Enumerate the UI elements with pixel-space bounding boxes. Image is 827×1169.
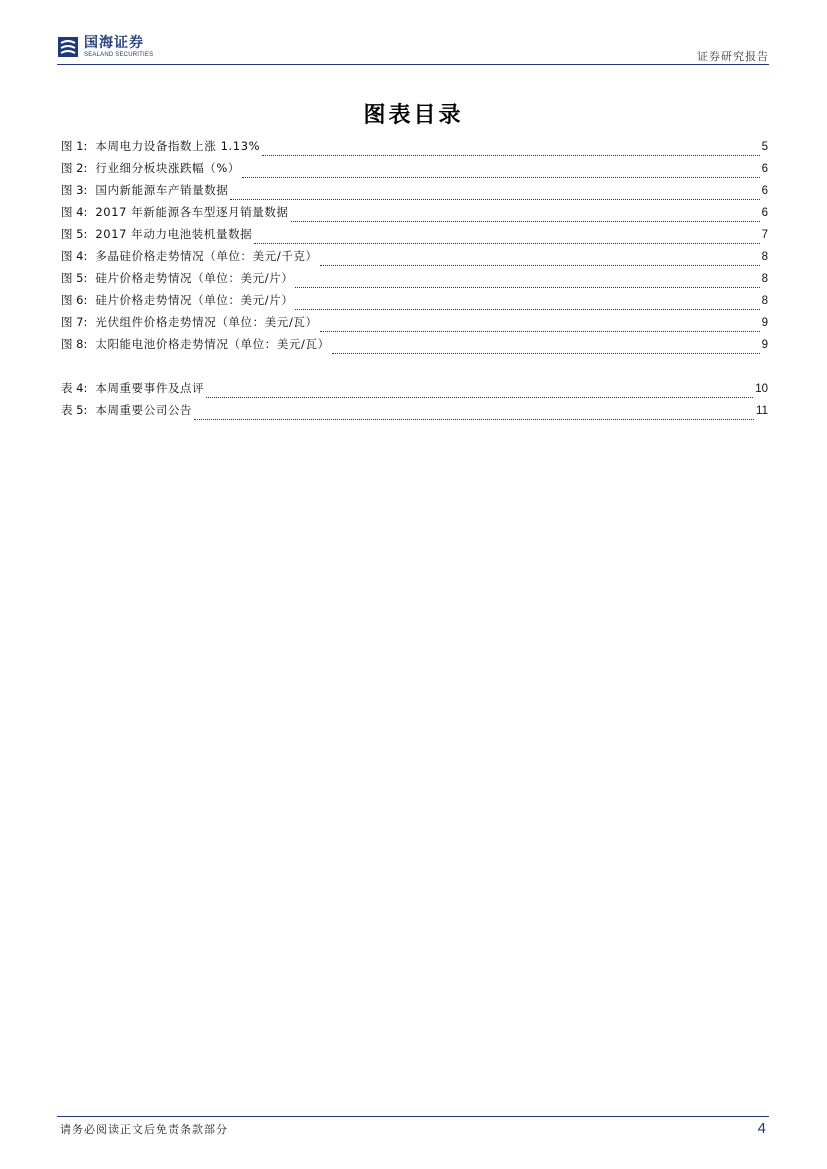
toc-leader-dots (194, 418, 754, 420)
toc-leader-dots (320, 330, 760, 332)
toc-text: 光伏组件价格走势情况（单位：美元/瓦） (95, 315, 318, 329)
toc-leader-dots (291, 220, 760, 222)
logo-name-en: SEALAND SECURITIES (84, 52, 154, 58)
sealand-logo-icon (57, 36, 79, 58)
toc-label: 图 8: (61, 337, 88, 351)
toc-entry-figure[interactable] (61, 336, 768, 358)
toc-entry-table[interactable] (61, 402, 768, 424)
logo-name-cn: 国海证券 (84, 35, 144, 51)
toc-label: 图 1: (61, 139, 88, 153)
toc-page: 8 (761, 273, 768, 285)
toc-page: 9 (761, 339, 768, 351)
toc-page: 6 (761, 207, 768, 219)
toc-entry-figure[interactable] (61, 292, 768, 314)
figure-table-index (61, 138, 768, 424)
toc-label: 图 4: (61, 249, 88, 263)
toc-page: 5 (761, 141, 768, 153)
toc-entry-figure[interactable] (61, 160, 768, 182)
page-header (57, 34, 769, 66)
toc-entry-figure[interactable] (61, 270, 768, 292)
toc-leader-dots (320, 264, 760, 266)
toc-label: 图 6: (61, 293, 88, 307)
toc-text: 多晶硅价格走势情况（单位：美元/千克） (95, 249, 318, 263)
toc-label: 图 2: (61, 161, 88, 175)
toc-text: 硅片价格走势情况（单位：美元/片） (95, 293, 294, 307)
toc-text: 行业细分板块涨跌幅（%） (95, 161, 240, 175)
toc-page: 9 (761, 317, 768, 329)
toc-page: 8 (761, 251, 768, 263)
toc-entry-table[interactable] (61, 380, 768, 402)
page-number: 4 (757, 1120, 766, 1137)
toc-entry-figure[interactable] (61, 226, 768, 248)
toc-page: 7 (761, 229, 768, 241)
company-logo (57, 36, 153, 58)
footer-divider (57, 1116, 769, 1117)
toc-page: 11 (756, 405, 768, 417)
toc-text: 硅片价格走势情况（单位：美元/片） (95, 271, 294, 285)
toc-entry-figure[interactable] (61, 248, 768, 270)
toc-label: 图 4: (61, 205, 88, 219)
header-divider (57, 64, 769, 65)
report-type-label: 证券研究报告 (697, 50, 769, 63)
toc-leader-dots (230, 198, 759, 200)
toc-label: 表 4: (61, 381, 88, 395)
disclaimer-note: 请务必阅读正文后免责条款部分 (60, 1123, 228, 1136)
toc-text: 2017 年动力电池装机量数据 (95, 227, 253, 241)
toc-page: 8 (761, 295, 768, 307)
toc-leader-dots (295, 308, 759, 310)
toc-entry-figure[interactable] (61, 204, 768, 226)
toc-text: 本周重要事件及点评 (95, 381, 205, 395)
toc-leader-dots (242, 176, 760, 178)
toc-entry-figure[interactable] (61, 314, 768, 336)
toc-leader-dots (295, 286, 759, 288)
toc-leader-dots (206, 396, 753, 398)
toc-label: 图 7: (61, 315, 88, 329)
toc-page: 10 (755, 383, 768, 395)
toc-page: 6 (761, 185, 768, 197)
toc-page: 6 (761, 163, 768, 175)
toc-text: 2017 年新能源各车型逐月销量数据 (95, 205, 289, 219)
page-title: 图表目录 (363, 103, 464, 128)
toc-label: 图 3: (61, 183, 88, 197)
toc-leader-dots (332, 352, 760, 354)
toc-leader-dots (254, 242, 759, 244)
toc-text: 太阳能电池价格走势情况（单位：美元/瓦） (95, 337, 330, 351)
toc-entry-figure[interactable] (61, 138, 768, 160)
toc-leader-dots (262, 154, 759, 156)
toc-label: 图 5: (61, 271, 88, 285)
toc-text: 本周电力设备指数上涨 1.13% (95, 139, 261, 153)
toc-entry-figure[interactable] (61, 182, 768, 204)
toc-label: 图 5: (61, 227, 88, 241)
toc-text: 国内新能源车产销量数据 (95, 183, 229, 197)
toc-label: 表 5: (61, 403, 88, 417)
toc-text: 本周重要公司公告 (95, 403, 193, 417)
toc-section-gap (61, 358, 768, 380)
